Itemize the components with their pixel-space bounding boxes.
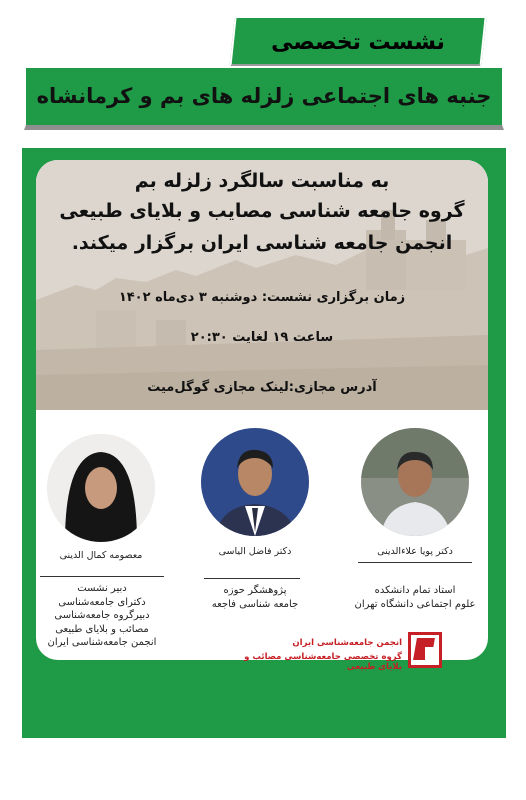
speaker-1-avatar xyxy=(361,428,469,536)
speaker-2-role-line: پژوهشگر حوزه xyxy=(223,585,287,596)
speaker-2-photo xyxy=(201,428,309,536)
speaker-1-role-line: استاد تمام دانشکده xyxy=(374,585,456,596)
event-address: آدرس مجازی:لینک مجازی گوگل‌میت xyxy=(147,380,377,395)
speaker-3-role-line: دکترای جامعه‌شناسی xyxy=(58,596,146,608)
speaker-2-role-line: جامعه شناسی فاجعه xyxy=(211,599,299,610)
bam-citadel-ruins-illustration xyxy=(36,160,488,410)
speaker-3-role-line: انجمن جامعه‌شناسی ایران xyxy=(47,637,157,648)
iranian-sociological-association-logo xyxy=(408,632,442,668)
speaker-2-divider xyxy=(204,578,300,579)
header-subtitle: نشست تخصصی xyxy=(271,29,445,55)
speaker-1-divider xyxy=(358,562,472,563)
speaker-3-avatar xyxy=(47,434,155,542)
speaker-3-role-line: دبیرگروه جامعه‌شناسی xyxy=(54,610,150,621)
announcement-group: گروه جامعه شناسی مصایب و بلایای طبیعی xyxy=(59,200,465,222)
speaker-3-divider xyxy=(40,576,164,577)
speaker-3-role-line: دبیر نشست xyxy=(77,583,127,594)
event-date: زمان برگزاری نشست: دوشنبه ۳ دی‌ماه ۱۴۰۲ xyxy=(118,290,406,305)
organizer-group: گروه تخصصی جامعه‌شناسی مصائب و بلایای طبیعی xyxy=(244,652,402,672)
speaker-1-role xyxy=(340,584,490,612)
speaker-3-photo xyxy=(47,434,155,542)
header-title: جنبه های اجتماعی زلزله های بم و کرمانشاه xyxy=(36,84,492,108)
speaker-3-role-line: مصائب و بلایای طبیعی xyxy=(55,623,149,635)
speaker-2-avatar xyxy=(201,428,309,536)
speaker-1-role-line: علوم اجتماعی دانشگاه تهران xyxy=(354,599,476,610)
speaker-3-name: معصومه کمال الدینی xyxy=(59,550,143,561)
hero-background-image xyxy=(36,160,488,410)
speaker-1-photo xyxy=(361,428,469,536)
event-time: ساعت ۱۹ لغایت ۲۰:۳۰ xyxy=(190,330,334,345)
announcement-organizer: انجمن جامعه شناسی ایران برگزار میکند. xyxy=(71,232,453,254)
speaker-3-role xyxy=(34,582,170,650)
organizer-association: انجمن جامعه‌شناسی ایران xyxy=(292,638,402,648)
speaker-2-role xyxy=(190,584,320,612)
announcement-occasion: به مناسبت سالگرد زلزله بم xyxy=(134,170,390,192)
speaker-2-name: دکتر فاضل الیاسی xyxy=(218,546,292,557)
speaker-1-name: دکتر پویا علاءالدینی xyxy=(377,546,453,557)
